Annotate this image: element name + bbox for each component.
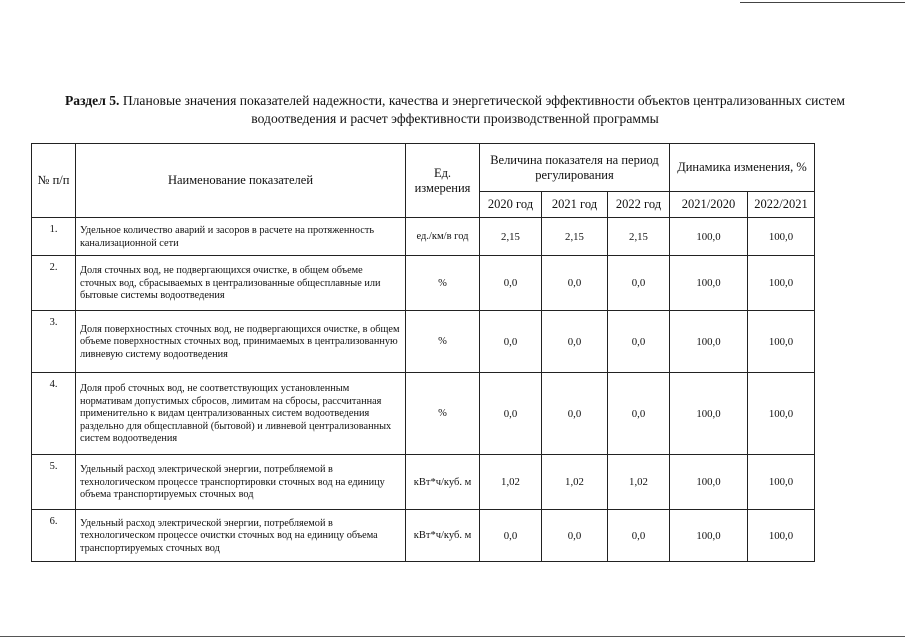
row-value-2021: 0,0 [542,510,608,562]
row-unit: % [406,373,480,455]
row-value-2022: 0,0 [608,256,670,311]
row-value-2022: 0,0 [608,311,670,373]
row-dynamics-2022-2021: 100,0 [748,373,815,455]
row-dynamics-2022-2021: 100,0 [748,311,815,373]
header-name: Наименование показателей [76,144,406,218]
row-value-2020: 2,15 [480,218,542,256]
row-value-2021: 2,15 [542,218,608,256]
row-dynamics-2021-2020: 100,0 [670,218,748,256]
row-num: 3. [32,311,76,373]
row-value-2020: 0,0 [480,256,542,311]
row-unit: % [406,311,480,373]
row-value-2021: 0,0 [542,373,608,455]
table-row [32,218,815,256]
row-num: 4. [32,373,76,455]
header-year-2021: 2021 год [542,192,608,218]
row-dynamics-2021-2020: 100,0 [670,373,748,455]
row-dynamics-2022-2021: 100,0 [748,455,815,510]
row-unit: ед./км/в год [406,218,480,256]
row-unit: кВт*ч/куб. м [406,455,480,510]
table-row [32,256,815,311]
section-heading [60,92,850,128]
row-value-2022: 1,02 [608,455,670,510]
section-title: Плановые значения показателей надежности, качества и энергетической эффективности объектов централизованных систем водоотведения и расчет эффективности производственной программы [122,93,846,126]
row-num: 6. [32,510,76,562]
row-name: Доля проб сточных вод, не соответствующих установленным нормативам допустимых сбросов, лимитам на сбросы, рассчитанная применительно к видам централизованных систем водоотведения раздельно для общесплавной (бытовой) и ливневой централизованных систем водоотведения [76,373,406,455]
header-ratio-2021-2020: 2021/2020 [670,192,748,218]
row-value-2020: 0,0 [480,510,542,562]
row-value-2020: 0,0 [480,373,542,455]
row-num: 1. [32,218,76,256]
row-value-2022: 0,0 [608,510,670,562]
row-dynamics-2021-2020: 100,0 [670,311,748,373]
row-dynamics-2022-2021: 100,0 [748,256,815,311]
row-unit: кВт*ч/куб. м [406,510,480,562]
table-row [32,455,815,510]
header-dynamics-group: Динамика изменения, % [670,144,815,192]
header-year-2020: 2020 год [480,192,542,218]
row-name: Доля поверхностных сточных вод, не подвергающихся очистке, в общем объеме поверхностных сточных вод, принимаемых в централизованную ливневую систему водоотведения [76,311,406,373]
row-dynamics-2021-2020: 100,0 [670,510,748,562]
row-name: Удельное количество аварий и засоров в расчете на протяженность канализационной сети [76,218,406,256]
scan-edge-line-top [740,2,905,3]
row-dynamics-2022-2021: 100,0 [748,218,815,256]
row-value-2020: 1,02 [480,455,542,510]
row-num: 2. [32,256,76,311]
row-value-2021: 0,0 [542,256,608,311]
row-value-2021: 1,02 [542,455,608,510]
row-value-2022: 2,15 [608,218,670,256]
row-dynamics-2022-2021: 100,0 [748,510,815,562]
table-row [32,510,815,562]
header-unit: Ед. измерения [406,144,480,218]
row-dynamics-2021-2020: 100,0 [670,256,748,311]
header-value-group: Величина показателя на период регулирования [480,144,670,192]
section-label: Раздел 5. [64,93,120,108]
indicators-table [31,143,815,562]
row-unit: % [406,256,480,311]
row-value-2021: 0,0 [542,311,608,373]
scan-edge-line-bottom [0,636,905,637]
row-value-2022: 0,0 [608,373,670,455]
table-row [32,373,815,455]
row-name: Удельный расход электрической энергии, потребляемой в технологическом процессе транспортировки сточных вод на единицу объема транспортируемых сточных вод [76,455,406,510]
header-row-1 [32,144,815,192]
row-value-2020: 0,0 [480,311,542,373]
header-ratio-2022-2021: 2022/2021 [748,192,815,218]
row-dynamics-2021-2020: 100,0 [670,455,748,510]
row-name: Удельный расход электрической энергии, потребляемой в технологическом процессе очистки сточных вод на единицу объема транспортируемых сточных вод [76,510,406,562]
row-name: Доля сточных вод, не подвергающихся очистке, в общем объеме сточных вод, сбрасываемых в централизованные общесплавные или бытовые системы водоотведения [76,256,406,311]
row-num: 5. [32,455,76,510]
header-year-2022: 2022 год [608,192,670,218]
table-row [32,311,815,373]
header-num: № п/п [32,144,76,218]
